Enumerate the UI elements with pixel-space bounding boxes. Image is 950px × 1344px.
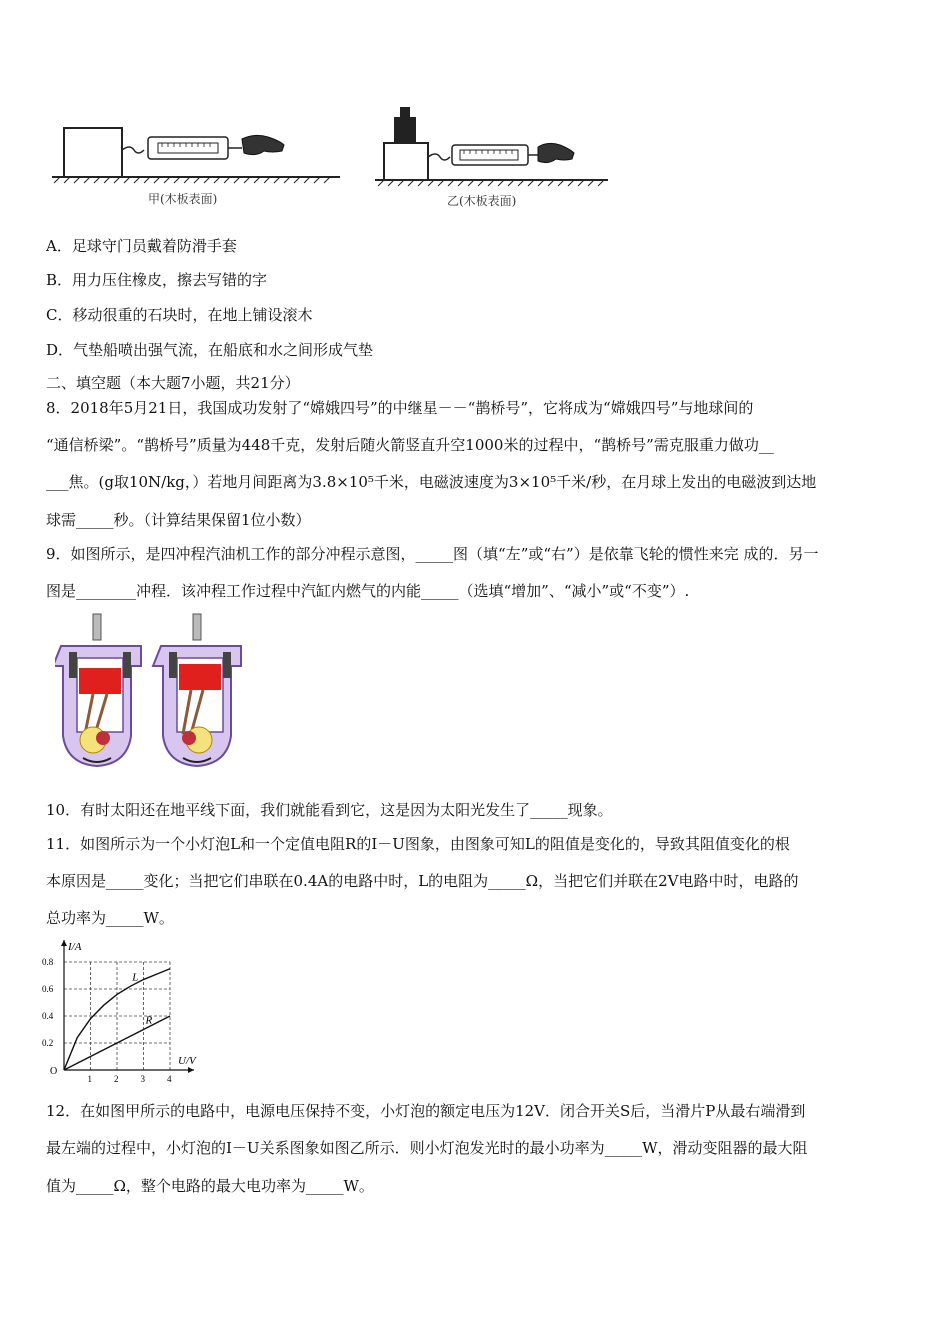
wood-block-with-weight xyxy=(384,143,428,180)
option-c: C．移动很重的石块时，在地上铺设滚木 xyxy=(46,306,313,324)
q8-line-2: “通信桥梁”。“鹊桥号”质量为448千克，发射后随火箭竖直升空1000米的过程中，“鹊桥号”需克服重力做功__ xyxy=(46,436,774,454)
caption-jia: 甲(木板表面) xyxy=(148,192,218,206)
q11-line-2: 本原因是_____变化；当把它们串联在0.4A的电路中时，L的电阻为_____Ω，当把它们并联在2V电路中时，电路的 xyxy=(46,872,799,890)
caption-yi: 乙(木板表面) xyxy=(447,194,517,208)
series-label-L: L xyxy=(132,971,139,984)
q8-line-4: 球需_____秒。（计算结果保留1位小数） xyxy=(46,511,311,529)
series-label-R: R xyxy=(145,1014,153,1027)
section-heading: 二、填空题（本大题7小题，共21分） xyxy=(46,374,300,392)
hand-icon xyxy=(242,135,284,154)
wood-block xyxy=(64,128,122,177)
y-tick-label: 0.8 xyxy=(42,957,54,967)
origin-label: O xyxy=(50,1066,58,1077)
q9-line-1: 9．如图所示，是四冲程汽油机工作的部分冲程示意图，_____图（填“左”或“右”）是依靠飞轮的惯性来完 成的．另一 xyxy=(46,545,819,563)
x-tick-label: 1 xyxy=(87,1074,92,1083)
y-axis-label: I/A xyxy=(68,941,82,953)
y-tick-label: 0.4 xyxy=(42,1011,54,1021)
engine-stroke-figure xyxy=(55,612,255,777)
q11-line-1: 11．如图所示为一个小灯泡L和一个定值电阻R的I－U图象，由图象可知L的阻值是变化的，导致其阻值变化的根 xyxy=(46,835,790,853)
x-tick-label: 2 xyxy=(114,1074,119,1083)
q12-line-1: 12．在如图甲所示的电路中，电源电压保持不变，小灯泡的额定电压为12V．闭合开关S后，当滑片P从最右端滑到 xyxy=(46,1102,806,1120)
friction-experiment-figure xyxy=(40,95,620,220)
q12-line-3: 值为_____Ω，整个电路的最大电功率为_____W。 xyxy=(46,1177,374,1195)
q9-line-2: 图是________冲程．该冲程工作过程中汽缸内燃气的内能_____（选填“增加”、“减小”或“不变”）. xyxy=(46,582,690,600)
option-a: A．足球守门员戴着防滑手套 xyxy=(46,237,237,255)
setup-yi xyxy=(375,107,608,186)
q8-line-3: ___焦。(g取10N/kg，）若地月间距离为3.8×10⁵千米，电磁波速度为3×10⁵千米/秒，在月球上发出的电磁波到达地 xyxy=(46,473,817,491)
y-tick-label: 0.2 xyxy=(42,1038,54,1048)
q8-line-1: 8．2018年5月21日，我国成功发射了“嫦娥四号”的中继星－－“鹊桥号”，它将成为“嫦娥四号”与地球间的 xyxy=(46,399,754,417)
x-axis-arrow xyxy=(188,1067,194,1073)
q12-line-2: 最左端的过程中，小灯泡的I－U关系图象如图乙所示．则小灯泡发光时的最小功率为_____W，滑动变阻器的最大阻 xyxy=(46,1139,808,1157)
hand-icon xyxy=(538,143,574,162)
q10-line-1: 10．有时太阳还在地平线下面，我们就能看到它，这是因为太阳光发生了_____现象。 xyxy=(46,801,613,819)
engine-left xyxy=(55,614,141,766)
x-tick-label: 3 xyxy=(140,1074,145,1083)
option-d: D．气垫船喷出强气流，在船底和水之间形成气垫 xyxy=(46,341,374,359)
y-axis-arrow xyxy=(61,940,67,946)
weight-icon xyxy=(394,117,416,143)
x-tick-label: 4 xyxy=(167,1074,172,1083)
y-tick-label: 0.6 xyxy=(42,984,54,994)
q11-line-3: 总功率为_____W。 xyxy=(46,909,174,927)
iu-chart xyxy=(38,938,208,1083)
setup-jia xyxy=(52,128,340,183)
option-b: B．用力压住橡皮，擦去写错的字 xyxy=(46,271,268,289)
engine-right xyxy=(153,614,241,766)
x-axis-label: U/V xyxy=(178,1055,196,1067)
